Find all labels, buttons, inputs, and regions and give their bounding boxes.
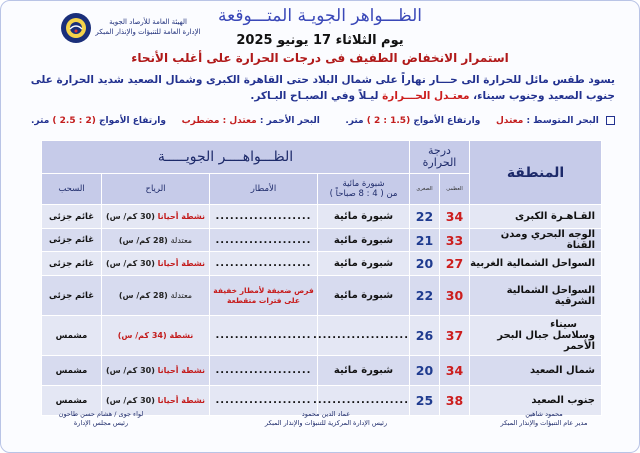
region-name: السواحل الشمالية الغربية (470, 252, 602, 276)
forecast-date: يوم الثلاثاء 17 يونيو 2025 (236, 33, 404, 48)
wind-value: معتدلة (28 كم/ س) (102, 229, 210, 252)
table-row (42, 356, 602, 386)
wind-value: نشطة (34 كم/ س) (102, 316, 210, 356)
rain-value: .................... (210, 356, 318, 386)
wind-value: نشطة أحيانا (30 كم/ س) (102, 205, 210, 229)
humidity-header: شبورة مائية من ( 4 : 8 صباحاً ) (318, 174, 410, 205)
organization-name: الهيئة العامة للأرصاد الجوية الإدارة العامة للتنبؤات والإنذار المبكر (95, 18, 201, 36)
min-temp: 26 (410, 316, 440, 356)
region-name: جنوب الصعيد (470, 386, 602, 416)
region-name: السواحل الشمالية الشرقية (470, 276, 602, 316)
humidity-value: شبورة مائية (318, 205, 410, 229)
rain-value: فرص ضعيفة لأمطار خفيفة على فترات متقطعة (210, 276, 318, 316)
signature-board-chairman: لواء جوى / هشام حسن طاحون رئيس مجلس الإدارة (58, 410, 144, 427)
max-temp-header: العظمى (440, 174, 470, 205)
rain-value: .................... (210, 205, 318, 229)
table-row (42, 316, 602, 356)
cloud-value: غائم جزئى (42, 205, 102, 229)
page-title: الظـــواهر الجويـة المتـــوقعة (218, 6, 422, 26)
cloud-value: غائم جزئى (42, 252, 102, 276)
min-temp: 22 (410, 205, 440, 229)
sea-conditions (31, 116, 615, 130)
table-row (42, 229, 602, 252)
humidity-value: شبورة مائية (318, 356, 410, 386)
cloud-value: مشمس (42, 316, 102, 356)
forecast-table (41, 140, 602, 416)
region-name: الوجه البحري ومدن القناة (470, 229, 602, 252)
region-header: المنطقة (470, 141, 602, 205)
max-temp: 30 (440, 276, 470, 316)
table-row (42, 276, 602, 316)
region-name: سيناء وسلاسل جبال البحر الأحمر (470, 316, 602, 356)
max-temp: 34 (440, 356, 470, 386)
min-temp: 25 (410, 386, 440, 416)
wind-value: نشطة أحيانا (30 كم/ س) (102, 252, 210, 276)
min-temp: 21 (410, 229, 440, 252)
region-name: شمال الصعيد (470, 356, 602, 386)
max-temp: 37 (440, 316, 470, 356)
red-sea-state: البحر الأحمر : معتدل : مضطرب وارتفاع الأمواج (2 : 2.5 ) متر. (31, 116, 320, 126)
temperature-header: درجة الحرارة (410, 141, 470, 174)
cloud-header: السحب (42, 174, 102, 205)
headline: استمرار الانخفاض الطفيف فى درجات الحرارة على أغلب الأنحاء (131, 51, 509, 65)
rain-header: الأمطار (210, 174, 318, 205)
table-row (42, 205, 602, 229)
wind-value: نشطة أحيانا (30 كم/ س) (102, 356, 210, 386)
min-temp: 20 (410, 252, 440, 276)
min-temp-header: الصغرى (410, 174, 440, 205)
mediterranean-sea-state: البحر المتوسط : معتدل وارتفاع الأمواج (1.5 : 2 ) متر. (345, 116, 615, 126)
table-row (42, 252, 602, 276)
region-name: القـاهـرة الكبرى (470, 205, 602, 229)
rain-value: .................... (210, 386, 318, 416)
cloud-value: مشمس (42, 356, 102, 386)
rain-value: .................... (210, 316, 318, 356)
signature-forecast-director: محمود شاهين مدير عام التنبؤات والإنذار المبكر (500, 410, 588, 427)
cloud-value: مشمس (42, 386, 102, 416)
humidity-value: شبورة مائية (318, 252, 410, 276)
max-temp: 27 (440, 252, 470, 276)
max-temp: 33 (440, 229, 470, 252)
humidity-value: .................... (318, 316, 410, 356)
rain-value: .................... (210, 252, 318, 276)
min-temp: 22 (410, 276, 440, 316)
phenomena-header: الظـــواهــــر الجويـــــة (42, 141, 410, 174)
signature-central-director: عماد الدين محمود رئيس الإدارة المركزية للتنبؤات والإنذار المبكر (264, 410, 388, 427)
wind-value: معتدلة (28 كم/ س) (102, 276, 210, 316)
cloud-value: غائم جزئى (42, 276, 102, 316)
weather-description: يسود طقس مائل للحرارة الى حـــار نهاراً على شمال البلاد حتى القاهرة الكبرى وشمال الصعيد شديد الحرارة على جنوب الصعيد وجنوب سيناء، معتـدل الحـــرارة ليـلاً وفي الصبـاح البـاكر. (30, 74, 615, 102)
wind-value: نشطة أحيانا (30 كم/ س) (102, 386, 210, 416)
humidity-value: شبورة مائية (318, 276, 410, 316)
wind-header: الرياح (102, 174, 210, 205)
checkbox-icon (606, 116, 615, 125)
rain-value: .................... (210, 229, 318, 252)
max-temp: 38 (440, 386, 470, 416)
humidity-value: .................... (318, 386, 410, 416)
max-temp: 34 (440, 205, 470, 229)
cloud-value: غائم جزئى (42, 229, 102, 252)
humidity-value: شبورة مائية (318, 229, 410, 252)
min-temp: 20 (410, 356, 440, 386)
